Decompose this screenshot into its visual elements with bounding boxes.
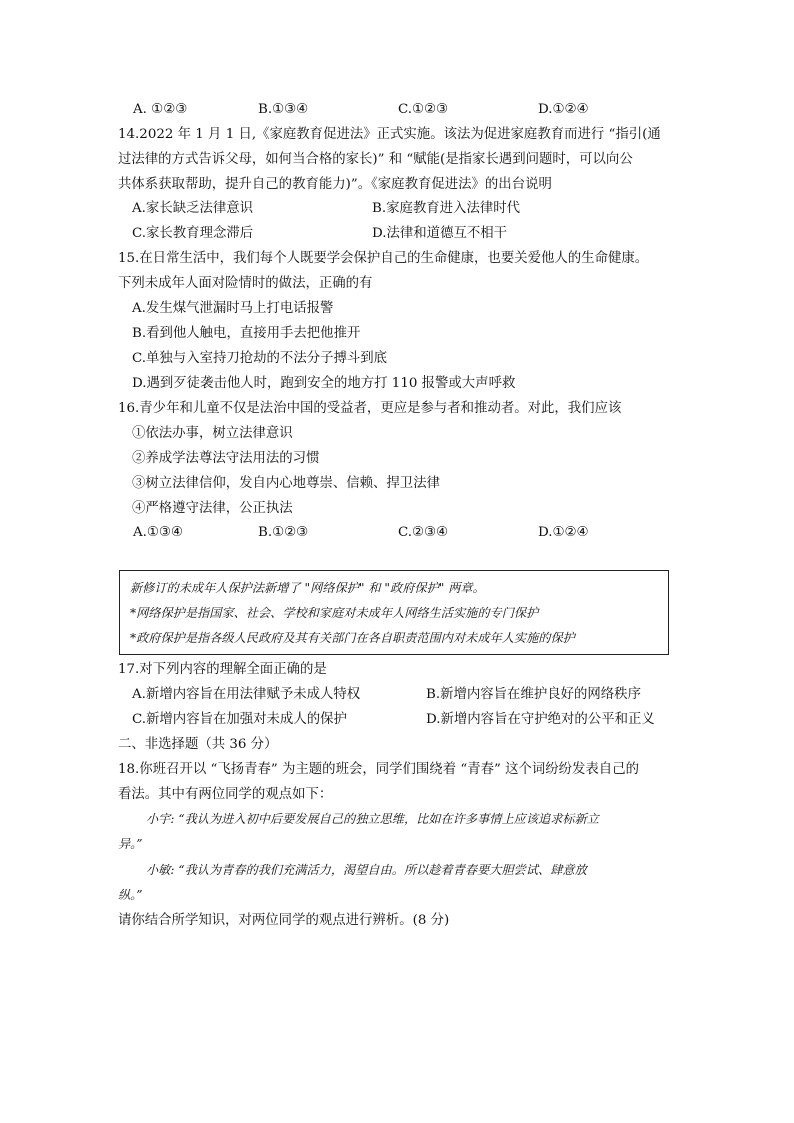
q18-quote-xiaomin-line-1: 小敏: “我认为青春的我们充满活力，渴望自由。所以趁着青春要大胆尝试、肆意放 — [146, 863, 587, 877]
material-box-line-1: 新修订的未成年人保护法新增了 "网络保护" 和 "政府保护" 两章。 — [130, 581, 485, 595]
material-box-line-3: *政府保护是指各级人民政府及其有关部门在各自职责范围内对未成年人实施的保护 — [130, 631, 575, 645]
q14-stem-line-3: 共体系获取帮助，提升自己的教育能力)”。《家庭教育促进法》的出台说明 — [118, 177, 552, 192]
q13-option-b: B.①③④ — [258, 102, 309, 117]
q13-option-a: A. ①②③ — [133, 102, 188, 117]
q14-option-a: A.家长缺乏法律意识 — [132, 201, 254, 216]
q18-quote-xiaoyu-line-2: 异。” — [118, 837, 143, 851]
q14-option-b: B.家庭教育进入法律时代 — [372, 201, 521, 216]
q15-option-a: A.发生煤气泄漏时马上打电话报警 — [132, 301, 334, 316]
q16-item-1: ①依法办事，树立法律意识 — [132, 426, 293, 441]
q16-item-4: ④严格遵守法律，公正执法 — [132, 501, 293, 516]
q18-quote-xiaomin-line-2: 纵。” — [118, 888, 143, 902]
q15-stem-line-1: 15.在日常生活中，我们每个人既要学会保护自己的生命健康，也要关爱他人的生命健康。 — [118, 251, 649, 266]
q14-stem-line-2: 过法律的方式告诉父母，如何当合格的家长)” 和 “赋能(是指家长遇到问题时，可以向公 — [118, 152, 633, 167]
q13-option-d: D.①②④ — [538, 102, 589, 117]
section-2-heading: 二、非选择题（共 36 分） — [118, 737, 278, 752]
q15-option-c: C.单独与入室持刀抢劫的不法分子搏斗到底 — [132, 351, 388, 366]
q15-option-b: B.看到他人触电，直接用手去把他推开 — [132, 326, 361, 341]
q16-item-3: ③树立法律信仰，发自内心地尊崇、信赖、捍卫法律 — [132, 476, 440, 491]
material-box-line-2: *网络保护是指国家、社会、学校和家庭对未成年人网络生活实施的专门保护 — [130, 606, 539, 620]
q18-quote-xiaoyu-line-1: 小宇: “我认为进入初中后要发展自己的独立思维，比如在许多事情上应该追求标新立 — [146, 812, 599, 826]
material-box — [119, 570, 669, 655]
q14-option-c: C.家长教育理念滞后 — [132, 226, 254, 241]
q16-option-b: B.①②③ — [258, 525, 309, 540]
q15-option-d: D.遇到歹徒袭击他人时，跑到安全的地方打 110 报警或大声呼救 — [132, 376, 516, 391]
q15-stem-line-2: 下列未成年人面对险情时的做法，正确的有 — [118, 276, 373, 291]
q16-item-2: ②养成学法尊法守法用法的习惯 — [132, 451, 320, 466]
q17-option-b: B.新增内容旨在维护良好的网络秩序 — [426, 687, 641, 702]
q13-option-c: C.①②③ — [398, 102, 449, 117]
q16-stem: 16.青少年和儿童不仅是法治中国的受益者，更应是参与者和推动者。对此，我们应该 — [118, 401, 622, 416]
q18-stem-line-2: 看法。其中有两位同学的观点如下： — [118, 787, 333, 802]
q14-option-d: D.法律和道德互不相干 — [372, 226, 508, 241]
q17-option-a: A.新增内容旨在用法律赋予未成人特权 — [132, 687, 361, 702]
q17-stem: 17.对下列内容的理解全面正确的是 — [118, 662, 327, 677]
q18-question: 请你结合所学知识，对两位同学的观点进行辨析。(8 分) — [118, 913, 450, 928]
q16-option-d: D.①②④ — [538, 525, 589, 540]
q18-stem-line-1: 18.你班召开以 “飞扬青春” 为主题的班会，同学们围绕着 “青春” 这个词纷纷发表自己的 — [118, 762, 639, 777]
q17-option-d: D.新增内容旨在守护绝对的公平和正义 — [426, 712, 655, 727]
q17-option-c: C.新增内容旨在加强对未成人的保护 — [132, 712, 347, 727]
q14-stem-line-1: 14.2022 年 1 月 1 日,《家庭教育促进法》正式实施。该法为促进家庭教育而进行 “指引(通 — [118, 127, 661, 142]
q16-option-c: C.②③④ — [398, 525, 449, 540]
q16-option-a: A.①③④ — [133, 525, 183, 540]
